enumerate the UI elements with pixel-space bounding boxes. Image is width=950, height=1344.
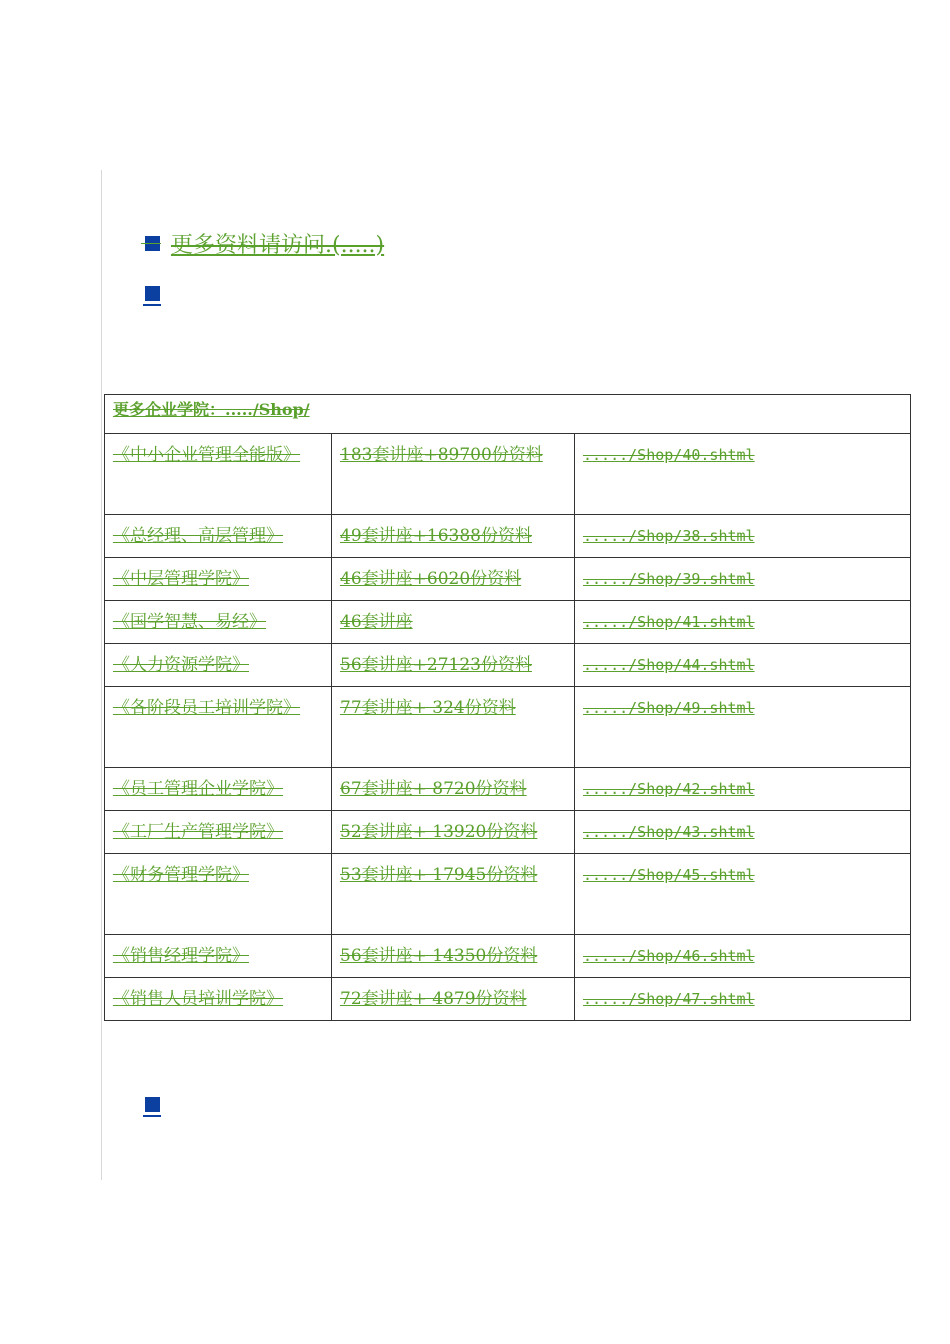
table-row [105, 687, 911, 768]
left-margin-rule [101, 170, 102, 1180]
course-url-link[interactable]: ...../Shop/46.shtml [575, 935, 911, 978]
course-name-link[interactable]: 《中层管理学院》 [105, 558, 332, 601]
course-desc-link[interactable]: 56套讲座+27123份资料 [332, 644, 575, 687]
table-row [105, 558, 911, 601]
course-name-link[interactable]: 《财务管理学院》 [105, 854, 332, 935]
table-row [105, 978, 911, 1021]
shop-table [104, 394, 911, 1021]
table-row [105, 601, 911, 644]
course-url-link[interactable]: ...../Shop/39.shtml [575, 558, 911, 601]
table-header-link[interactable]: 更多企业学院：...../Shop/ [105, 395, 911, 434]
course-url-link[interactable]: ...../Shop/49.shtml [575, 687, 911, 768]
table-row [105, 935, 911, 978]
course-name-link[interactable]: 《中小企业管理全能版》 [105, 434, 332, 515]
course-desc-link[interactable]: 183套讲座+89700份资料 [332, 434, 575, 515]
table-row [105, 434, 911, 515]
course-desc-link[interactable]: 67套讲座+ 8720份资料 [332, 768, 575, 811]
course-desc-link[interactable]: 46套讲座+6020份资料 [332, 558, 575, 601]
table-row [105, 515, 911, 558]
course-url-link[interactable]: ...../Shop/41.shtml [575, 601, 911, 644]
course-desc-link[interactable]: 53套讲座+ 17945份资料 [332, 854, 575, 935]
course-desc-link[interactable]: 46套讲座 [332, 601, 575, 644]
table-row [105, 811, 911, 854]
course-url-link[interactable]: ...../Shop/42.shtml [575, 768, 911, 811]
course-name-link[interactable]: 《人力资源学院》 [105, 644, 332, 687]
course-url-link[interactable]: ...../Shop/43.shtml [575, 811, 911, 854]
course-name-link[interactable]: 《总经理、高层管理》 [105, 515, 332, 558]
course-desc-link[interactable]: 49套讲座+16388份资料 [332, 515, 575, 558]
course-url-link[interactable]: ...../Shop/47.shtml [575, 978, 911, 1021]
course-url-link[interactable]: ...../Shop/44.shtml [575, 644, 911, 687]
course-url-link[interactable]: ...../Shop/40.shtml [575, 434, 911, 515]
course-name-link[interactable]: 《员工管理企业学院》 [105, 768, 332, 811]
bullet-underline [141, 243, 161, 244]
bullet-underline [143, 304, 161, 306]
course-url-link[interactable]: ...../Shop/38.shtml [575, 515, 911, 558]
table-row [105, 854, 911, 935]
table-row [105, 644, 911, 687]
course-name-link[interactable]: 《各阶段员工培训学院》 [105, 687, 332, 768]
course-desc-link[interactable]: 72套讲座+ 4879份资料 [332, 978, 575, 1021]
course-name-link[interactable]: 《销售经理学院》 [105, 935, 332, 978]
course-name-link[interactable]: 《销售人员培训学院》 [105, 978, 332, 1021]
course-url-link[interactable]: ...../Shop/45.shtml [575, 854, 911, 935]
more-resources-link[interactable]: 更多资料请访问.(.....) [171, 233, 385, 258]
bullet-square-icon [145, 286, 160, 301]
table-row [105, 768, 911, 811]
course-desc-link[interactable]: 77套讲座+ 324份资料 [332, 687, 575, 768]
course-name-link[interactable]: 《工厂生产管理学院》 [105, 811, 332, 854]
course-desc-link[interactable]: 56套讲座+ 14350份资料 [332, 935, 575, 978]
bullet-square-icon [145, 1097, 160, 1112]
bullet-underline [143, 1115, 161, 1117]
course-name-link[interactable]: 《国学智慧、易经》 [105, 601, 332, 644]
course-desc-link[interactable]: 52套讲座+ 13920份资料 [332, 811, 575, 854]
